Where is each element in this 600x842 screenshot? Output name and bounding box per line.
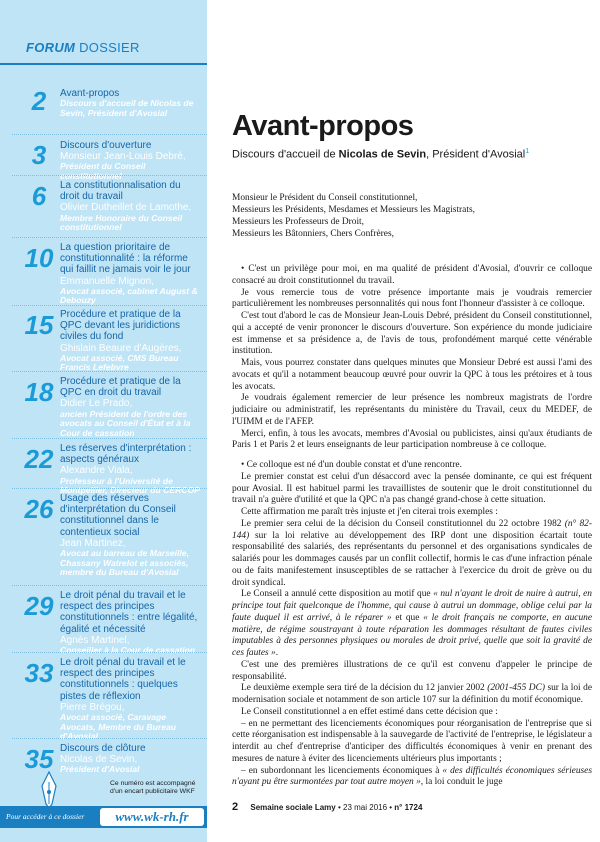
toc-title: Le droit pénal du travail et le respect des principes constitutionnels : entre légalité, égalité et nécessité — [60, 590, 198, 635]
text-run: Le deuxième exemple sera tiré de la décision du 12 janvier 2002 — [241, 683, 488, 694]
toc-page-number: 35 — [24, 744, 54, 774]
toc-role: Conseiller à la Cour de cassation — [60, 644, 196, 655]
toc-page-number: 3 — [31, 140, 47, 170]
subtitle-pre: Discours d'accueil de — [232, 148, 339, 161]
toc-role: Président du Conseil constitutionnel — [60, 161, 146, 181]
paragraph: Mais, vous pourrez constater dans quelques minutes que Monsieur Debré est aussi l'ami des avocats et qu'il a notamment beaucoup œuvré pour ouvrir la QPC à tous les prétoires et à tous les avocats. — [232, 358, 592, 392]
toc-author: Nicolas de Sevin, — [60, 754, 138, 766]
insert-notice: Ce numéro est accompagné d'un encart publicitaire WKF — [110, 780, 196, 796]
toc-role: Avocat associé, cabinet August & Debouzy — [60, 285, 198, 306]
toc-title: Discours de clôture — [60, 743, 146, 754]
toc-divider — [12, 738, 207, 739]
paragraph — [232, 519, 592, 590]
text-run: , la loi conduit le juge — [420, 777, 503, 788]
text-run: sur la loi relative au développement des IRP dont une disposition écartait toute responsabilité des salariés, des représentants du personnel et des organisations syndicales de salariés pour les dommages causés par un conflit collectif, hormis le cas d'une infraction pénale ou de faits manifestement insusceptibles de se rattacher à l'exercice du droit de grève ou du droit syndical. — [232, 530, 592, 588]
toc-role: Avocat associé, Caravage Avocats, Membre du Bureau d'Avosial — [60, 711, 177, 742]
paragraph: C'est une des premières illustrations de ce qu'il est convenu d'appeler le principe de responsabilité. — [232, 659, 592, 682]
paragraph: • Ce colloque est né d'un double constat et d'une rencontre. — [241, 460, 462, 470]
paragraph: Je vous remercie tous de votre présence importante mais je voudrais remercier particulièrement les nombreuses personnalités qui nous font l'honneur d'assister à ce colloque. — [232, 287, 592, 310]
publication-name: Semaine sociale Lamy — [250, 803, 336, 812]
toc-title: Usage des réserves d'interprétation du Conseil constitutionnel dans le contentieux social — [60, 493, 176, 538]
toc-title: Les réserves d'interprétation : aspects généraux — [60, 443, 192, 466]
toc-page-number: 18 — [24, 377, 54, 407]
toc-role: Président d'Avosial — [60, 764, 140, 775]
salutation-line: Messieurs les Bâtonniers, Chers Confrères, — [232, 228, 394, 239]
toc-title: Procédure et pratique de la QPC en droit du travail — [60, 376, 181, 399]
section-title — [26, 40, 140, 55]
pen-nib-icon — [38, 770, 60, 810]
issue-number: n° 1724 — [394, 803, 423, 812]
paragraph: Merci, enfin, à tous les avocats, membres d'Avosial ou publicistes, ainsi qu'aux étudiants de Paris 1 et Paris 2 et leurs enseignants de leur participation nombreuse à ce colloque. — [232, 428, 592, 451]
section-forum-label: FORUM — [26, 40, 76, 55]
issue-date: • 23 mai 2016 • — [337, 803, 393, 812]
toc-role: Avocat au barreau de Marseille, Chassany Watrelot et associés, membre du Bureau d'Avosial — [60, 547, 189, 578]
toc-divider — [12, 371, 207, 372]
paragraph — [232, 683, 592, 707]
toc-divider — [12, 438, 207, 439]
article — [232, 0, 592, 842]
toc-role: ancien Président de l'ordre des avocats au Conseil d'État et à la Cour de cassation — [60, 408, 191, 438]
toc-role: Professeur à l'Université de Montpellier, Directeur du CERCOP — [60, 475, 200, 496]
paragraph: Je voudrais également remercier de leur présence les nombreux magistrats de l'ordre judiciaire ou administratif, les représentants du ministère du Travail, ceux du MEDEF, de l'UIMM et de l'AFEP. — [232, 393, 592, 427]
text-run: Le Conseil a annulé cette disposition au motif que — [241, 589, 434, 600]
toc-page-number: 33 — [24, 658, 54, 688]
toc-divider — [12, 237, 207, 238]
article-body — [232, 264, 592, 789]
toc-title: La constitutionnalisation du droit du travail — [60, 180, 181, 203]
salutation-line: Monsieur le Président du Conseil constitutionnel, — [232, 193, 418, 203]
toc-page-number: 29 — [24, 591, 54, 621]
paragraph — [232, 589, 592, 660]
page-footer — [232, 801, 592, 813]
salutation-line: Messieurs les Présidents, Mesdames et Messieurs les Magistrats, — [232, 204, 475, 215]
toc-author: Pierre Brégou, — [60, 701, 125, 713]
text-run: sur la loi de modernisation sociale et notamment de son article 107 sur la définition du motif économique. — [232, 683, 592, 705]
article-subtitle — [232, 148, 529, 161]
page-number: 2 — [232, 801, 239, 813]
url-link[interactable] — [100, 808, 204, 826]
footnote-marker[interactable]: 1 — [525, 148, 530, 155]
salutation — [232, 193, 592, 241]
paragraph — [232, 766, 592, 790]
toc-title: Procédure et pratique de la QPC devant les juridictions civiles du fond — [60, 309, 181, 343]
paragraph: C'est tout d'abord le cas de Monsieur Jean-Louis Debré, président du Conseil constitutionnel, qui a accepté de venir prononcer le discours d'ouverture. Son expérience du monde judiciaire est immense et sa présidence a, de l'avis de tous, profondément marqué cette vénérable institution. — [232, 311, 592, 357]
sidebar-header — [0, 0, 207, 64]
header-rule — [0, 63, 207, 65]
text-run: et que — [391, 612, 424, 623]
toc-author: Alexandre Viala, — [60, 465, 133, 477]
toc-role: Membre Honoraire du Conseil constitutionnel — [60, 212, 183, 233]
toc-page-number: 15 — [24, 310, 54, 340]
toc-title: Discours d'ouverture — [60, 140, 152, 151]
subtitle-name: Nicolas de Sevin — [338, 148, 427, 161]
paragraph: Le Conseil constitutionnel a en effet estimé dans cette décision que : — [241, 706, 498, 717]
subtitle-post: , Président d'Avosial — [426, 148, 526, 161]
toc-author: Ghislain Beaure d'Augères, — [60, 342, 182, 354]
contents-sidebar — [0, 0, 207, 842]
toc-page-number: 2 — [31, 86, 47, 116]
toc-divider — [12, 134, 207, 135]
paragraph: – en ne permettant des licenciements économiques pour réorganisation de l'entreprise que si cette réorganisation est indispensable à la sauvegarde de l'activité de l'entreprise, le législateur a interdit au chef d'entreprise d'anticiper des difficultés économiques à venir en prenant des mesures de nature à éviter des licenciements ultérieurs plus importants ; — [232, 718, 592, 764]
paragraph: • C'est un privilège pour moi, en ma qualité de président d'Avosial, d'ouvrir ce colloque consacré au droit constitutionnel du travail. — [232, 264, 592, 286]
toc-page-number: 26 — [24, 494, 54, 524]
text-run: . — [275, 648, 279, 658]
toc-author: Olivier Dutheillet de Lamothe, — [60, 202, 192, 214]
toc-author: Jean Martinez, — [60, 537, 126, 549]
quotation: « des difficultés économiques sérieuses n'ayant pu être surmontées par tout autre moyen » — [232, 765, 592, 788]
toc-role: Discours d'accueil de Nicolas de Sevin, Président d'Avosial — [60, 98, 194, 118]
decision-reference: (2001-455 DC) — [487, 683, 545, 694]
toc-author: Monsieur Jean-Louis Debré, — [60, 151, 186, 163]
toc-title: Avant-propos — [60, 88, 120, 99]
paragraph: Le premier constat est celui d'un désaccord avec la pensée dominante, ce qui est fréquent pour Avosial. Il est habituel parmi les travaillistes de soutenir que le droit constitutionnel du travail n'a guère d'utilité et que la QPC n'a pas changé grand-chose à cette situation. — [232, 471, 592, 506]
paragraph: Cette affirmation me paraît très injuste et j'en citerai trois exemples : — [241, 507, 498, 517]
toc-page-number: 6 — [31, 181, 47, 211]
decision-reference: (n° 82-144) — [232, 518, 592, 541]
toc-divider — [12, 305, 207, 306]
section-dossier-label: DOSSIER — [79, 40, 140, 55]
toc-author: Emmanuelle Mignon, — [60, 275, 154, 287]
toc-divider — [12, 585, 207, 586]
toc-page-number: 22 — [24, 444, 54, 474]
text-run: Le premier sera celui de la décision du Conseil constitutionnel du 22 octobre 1982 — [241, 518, 565, 529]
toc-author: Didier Le Prado, — [60, 398, 133, 410]
toc-divider — [12, 175, 207, 176]
url-text[interactable]: www.wk-rh.fr — [115, 809, 189, 824]
toc-divider — [12, 652, 207, 653]
toc-role: Avocat associé, CMS Bureau Francis Lefebvre — [60, 352, 179, 373]
toc-page-number: 10 — [24, 243, 54, 273]
quotation: « le droit français ne comporte, en aucune matière, de régime soustrayant à toute réparation les dommages résultant de fautes civiles imputables à des personnes physiques ou morales de droit privé, quelle que soit la gravité de ces fautes » — [232, 612, 593, 658]
toc-title: La question prioritaire de constitutionnalité : la réforme qui faillit ne jamais voir le jour — [60, 242, 191, 276]
url-lead-text: Pour accéder à ce dossier — [6, 812, 85, 821]
salutation-line: Messieurs les Professeurs de Droit, — [232, 216, 365, 227]
toc-title: Le droit pénal du travail et le respect des principes constitutionnels : quelques pistes de réflexion — [60, 657, 186, 702]
toc-author: Agnès Martinel, — [60, 634, 130, 646]
article-title: Avant-propos — [232, 110, 414, 142]
toc-divider — [12, 488, 207, 489]
access-url-bar — [0, 806, 207, 828]
quotation: « nul n'ayant le droit de nuire à autrui, en principe tout fait quelconque de l'homme, qui cause à autrui un dommage, oblige celui par la faute duquel il est arrivé, à le réparer » — [232, 589, 592, 623]
text-run: – en subordonnant les licenciements économiques à — [241, 765, 443, 776]
